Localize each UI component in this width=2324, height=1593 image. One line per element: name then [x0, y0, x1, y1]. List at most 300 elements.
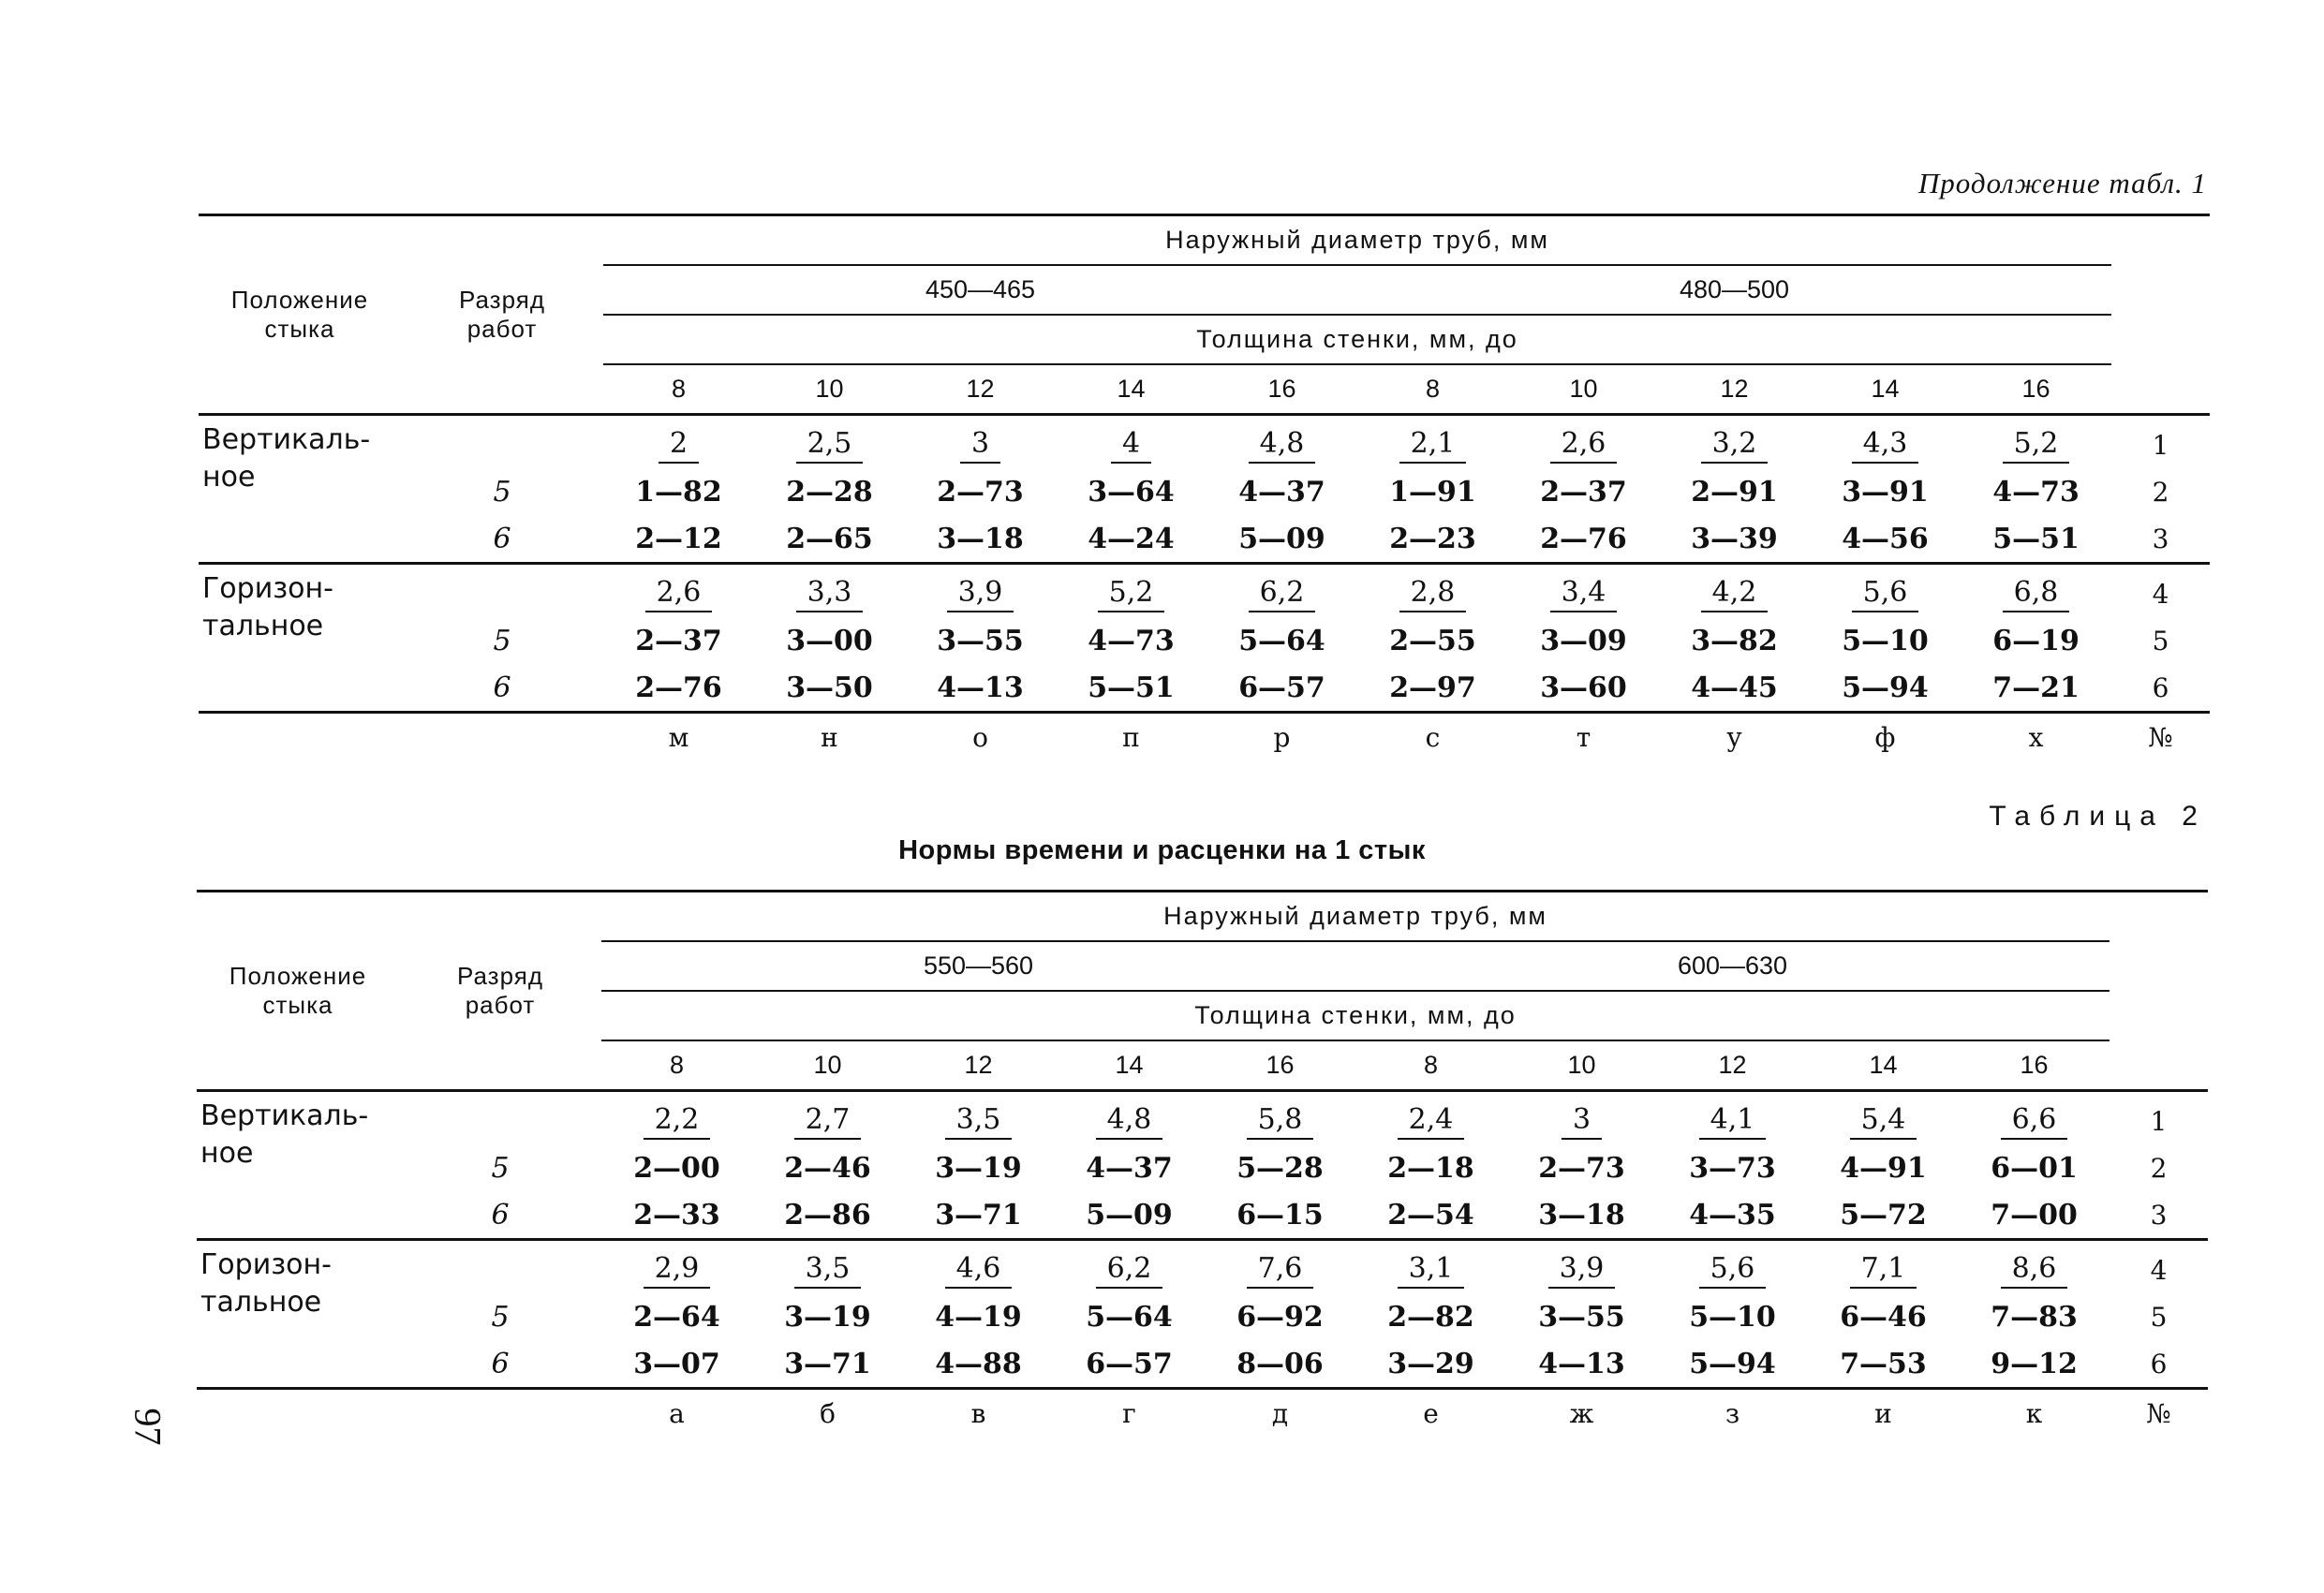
grade-empty-cell [401, 564, 603, 618]
time-norm-value: 3,3 [796, 577, 864, 612]
price-grade-5-value: 4—91 [1840, 1151, 1927, 1185]
number-sign: № [2109, 1389, 2208, 1438]
diameter-header: Наружный диаметр труб, мм [603, 215, 2111, 266]
joint-position-label: Вертикаль- ное [199, 415, 401, 564]
price-grade-5-value: 7—83 [1991, 1300, 2078, 1334]
empty-cell [199, 713, 401, 761]
price-grade-6 [603, 664, 754, 713]
price-grade-5 [1357, 468, 1508, 515]
price-grade-6-value: 7—21 [1992, 671, 2080, 704]
time-norm-value: 5,6 [1699, 1253, 1767, 1289]
column-letter: к [1959, 1389, 2109, 1438]
price-grade-5 [601, 1144, 752, 1191]
norms-table-2 [197, 890, 2208, 1437]
time-norm [603, 564, 754, 618]
thickness-value: 10 [813, 1051, 842, 1079]
price-grade-5-value: 3—19 [784, 1300, 871, 1334]
price-grade-5-value: 4—73 [1088, 624, 1175, 657]
price-grade-5 [752, 1144, 903, 1191]
price-grade-5-value: 6—92 [1236, 1300, 1324, 1334]
time-norm [1808, 1091, 1959, 1145]
price-grade-6 [752, 1191, 903, 1240]
price-grade-5-value: 5—10 [1842, 624, 1929, 657]
work-grade: 6 [493, 522, 511, 555]
joint-position-label: Горизон- тальное [197, 1240, 399, 1389]
time-norm-value: 2,6 [645, 577, 713, 612]
time-norm-value: 7,1 [1850, 1253, 1917, 1289]
price-grade-5 [1657, 1144, 1808, 1191]
grade-header: Разряд работ [457, 962, 543, 1019]
price-grade-5 [1054, 1144, 1205, 1191]
price-grade-5-value: 4—19 [935, 1300, 1022, 1334]
price-grade-5-value: 2—73 [937, 475, 1024, 509]
price-grade-6 [1959, 1191, 2109, 1240]
time-norm [601, 1091, 752, 1145]
price-grade-6-value: 3—29 [1387, 1347, 1474, 1380]
work-grade: 5 [493, 624, 511, 657]
price-grade-6-value: 2—12 [635, 522, 722, 555]
price-grade-5-value: 3—91 [1842, 475, 1929, 509]
row-number: 3 [2150, 1199, 2168, 1231]
time-norm-value: 5,4 [1850, 1104, 1917, 1140]
position-header: Положение стыка [230, 286, 369, 343]
work-grade: 6 [491, 1347, 510, 1380]
thickness-value: 16 [2020, 1051, 2049, 1079]
column-letter: м [603, 713, 754, 761]
price-grade-5-value: 3—82 [1691, 624, 1778, 657]
price-grade-5-value: 3—55 [1538, 1300, 1625, 1334]
time-norm [754, 564, 905, 618]
time-norm [1659, 564, 1810, 618]
time-norm-value: 5,6 [1852, 577, 1919, 612]
time-norm [752, 1240, 903, 1294]
price-grade-5 [1961, 468, 2111, 515]
time-norm [1508, 564, 1659, 618]
time-norm [754, 415, 905, 469]
thickness-value: 12 [966, 375, 995, 403]
price-grade-5 [752, 1293, 903, 1340]
time-norm [603, 415, 754, 469]
price-grade-5-value: 5—64 [1086, 1300, 1173, 1334]
row-number-header-cell [2109, 892, 2208, 1091]
column-letter: т [1508, 713, 1659, 761]
price-grade-5-value: 2—73 [1538, 1151, 1625, 1185]
price-grade-6-value: 8—06 [1236, 1347, 1324, 1380]
price-grade-5 [1659, 468, 1810, 515]
position-header-cell [199, 215, 401, 415]
price-grade-5-value: 3—55 [937, 624, 1024, 657]
price-grade-5-value: 2—82 [1387, 1300, 1474, 1334]
time-norm-value: 7,6 [1247, 1253, 1314, 1289]
time-norm-value: 2 [659, 428, 699, 464]
thickness-value: 14 [1115, 1051, 1144, 1079]
column-letter: ж [1506, 1389, 1657, 1438]
time-norm-value: 5,2 [2003, 428, 2070, 464]
price-grade-6-value: 4—24 [1088, 522, 1175, 555]
price-grade-6-value: 3—50 [786, 671, 873, 704]
time-norm [1355, 1240, 1506, 1294]
time-norm [1961, 415, 2111, 469]
time-norm [903, 1240, 1054, 1294]
time-norm [1355, 1091, 1506, 1145]
joint-position-label: Вертикаль- ное [197, 1091, 399, 1240]
price-grade-6-value: 2—76 [1540, 522, 1627, 555]
price-grade-6 [1506, 1340, 1657, 1389]
price-grade-5-value: 2—64 [633, 1300, 720, 1334]
price-grade-5 [905, 617, 1056, 664]
price-grade-6 [1659, 515, 1810, 564]
empty-cell [399, 1389, 601, 1438]
time-norm-value: 4,1 [1699, 1104, 1767, 1140]
column-letter: н [754, 713, 905, 761]
price-grade-6-value: 3—71 [935, 1198, 1022, 1232]
work-grade: 5 [493, 475, 511, 509]
time-norm-value: 2,8 [1399, 577, 1467, 612]
price-grade-6 [1959, 1340, 2109, 1389]
thickness-value: 14 [1117, 375, 1146, 403]
thickness-value: 16 [2021, 375, 2050, 403]
price-grade-5 [1659, 617, 1810, 664]
price-grade-6-value: 2—76 [635, 671, 722, 704]
price-grade-5-value: 6—46 [1840, 1300, 1927, 1334]
price-grade-6-value: 2—23 [1389, 522, 1476, 555]
price-grade-6-value: 2—97 [1389, 671, 1476, 704]
column-letter: в [903, 1389, 1054, 1438]
price-grade-6-value: 5—51 [1088, 671, 1175, 704]
position-header-cell [197, 892, 399, 1091]
thickness-header: Толщина стенки, мм, до [601, 991, 2109, 1040]
time-norm [752, 1091, 903, 1145]
price-grade-5 [1205, 1293, 1355, 1340]
price-grade-5 [1357, 617, 1508, 664]
price-grade-5 [1206, 468, 1357, 515]
column-letter: р [1206, 713, 1357, 761]
diameter-range-a: 550—560 [601, 941, 1355, 991]
price-grade-5 [1508, 617, 1659, 664]
price-grade-6-value: 9—12 [1991, 1347, 2078, 1380]
price-grade-5-value: 1—82 [635, 475, 722, 509]
price-grade-6 [1659, 664, 1810, 713]
grade-header-cell [399, 892, 601, 1091]
joint-position-label: Горизон- тальное [199, 564, 401, 713]
price-grade-6 [1206, 664, 1357, 713]
column-letter: о [905, 713, 1056, 761]
time-norm [601, 1240, 752, 1294]
norms-table-1 [199, 214, 2210, 760]
price-grade-6-value: 2—54 [1387, 1198, 1474, 1232]
page-number: 97 [126, 1408, 170, 1446]
position-header: Положение стыка [229, 962, 367, 1019]
row-number: 2 [2152, 476, 2169, 508]
price-grade-5 [1206, 617, 1357, 664]
thickness-value: 8 [1425, 375, 1441, 403]
time-norm [1357, 415, 1508, 469]
work-grade: 5 [491, 1151, 510, 1185]
price-grade-6-value: 4—56 [1842, 522, 1929, 555]
price-grade-6 [754, 664, 905, 713]
price-grade-6 [1355, 1191, 1506, 1240]
thickness-value: 12 [964, 1051, 993, 1079]
price-grade-6-value: 4—13 [937, 671, 1024, 704]
price-grade-6-value: 5—09 [1086, 1198, 1173, 1232]
time-norm-value: 4 [1111, 428, 1151, 464]
time-norm-value: 4,6 [945, 1253, 1013, 1289]
price-grade-6 [1810, 515, 1961, 564]
grade-empty-cell [399, 1240, 601, 1294]
diameter-range-a: 450—465 [603, 265, 1357, 315]
price-grade-5 [1508, 468, 1659, 515]
price-grade-5 [903, 1144, 1054, 1191]
time-norm [1808, 1240, 1959, 1294]
time-norm-value: 3,9 [947, 577, 1014, 612]
price-grade-6-value: 7—53 [1840, 1347, 1927, 1380]
price-grade-5 [754, 617, 905, 664]
price-grade-5-value: 2—28 [786, 475, 873, 509]
thickness-value: 10 [1569, 375, 1598, 403]
table-2-label: Таблица 2 [1989, 801, 2207, 832]
price-grade-5 [1054, 1293, 1205, 1340]
time-norm-value: 5,8 [1247, 1104, 1314, 1140]
table-2-title: Нормы времени и расценки на 1 стык [898, 835, 1426, 865]
time-norm [905, 415, 1056, 469]
column-letter: ф [1810, 713, 1961, 761]
price-grade-6-value: 2—65 [786, 522, 873, 555]
column-letter: б [752, 1389, 903, 1438]
price-grade-5 [1808, 1144, 1959, 1191]
price-grade-5-value: 1—91 [1389, 475, 1476, 509]
column-letter: с [1357, 713, 1508, 761]
price-grade-5-value: 2—37 [635, 624, 722, 657]
row-number: 4 [2111, 564, 2210, 618]
price-grade-6 [1355, 1340, 1506, 1389]
column-letter: у [1659, 713, 1810, 761]
price-grade-5 [1205, 1144, 1355, 1191]
time-norm [1206, 564, 1357, 618]
time-norm [1056, 564, 1206, 618]
time-norm-value: 4,8 [1249, 428, 1316, 464]
price-grade-6-value: 5—94 [1689, 1347, 1776, 1380]
work-grade: 5 [491, 1300, 510, 1334]
column-letter: а [601, 1389, 752, 1438]
price-grade-5 [1056, 617, 1206, 664]
price-grade-5-value: 2—46 [784, 1151, 871, 1185]
time-norm [1810, 564, 1961, 618]
price-grade-5-value: 2—55 [1389, 624, 1476, 657]
time-norm-value: 3,1 [1398, 1253, 1465, 1289]
row-number: 5 [2150, 1301, 2168, 1333]
price-grade-5 [1056, 468, 1206, 515]
thickness-header: Толщина стенки, мм, до [603, 315, 2111, 364]
price-grade-6 [601, 1191, 752, 1240]
price-grade-6-value: 6—15 [1236, 1198, 1324, 1232]
time-norm [1508, 415, 1659, 469]
price-grade-6 [1810, 664, 1961, 713]
time-norm-value: 3,5 [945, 1104, 1013, 1140]
price-grade-5-value: 5—28 [1236, 1151, 1324, 1185]
price-grade-5 [1810, 468, 1961, 515]
price-grade-6 [1506, 1191, 1657, 1240]
thickness-value: 12 [1720, 375, 1749, 403]
price-grade-6 [1961, 664, 2111, 713]
price-grade-5-value: 3—19 [935, 1151, 1022, 1185]
row-number: 3 [2152, 523, 2169, 554]
price-grade-6 [1056, 664, 1206, 713]
time-norm [903, 1091, 1054, 1145]
time-norm-value: 2,6 [1550, 428, 1618, 464]
price-grade-5-value: 5—10 [1689, 1300, 1776, 1334]
price-grade-6-value: 3—18 [1538, 1198, 1625, 1232]
row-number: 1 [2109, 1091, 2208, 1145]
thickness-value: 16 [1267, 375, 1296, 403]
price-grade-6 [1657, 1340, 1808, 1389]
price-grade-6-value: 3—18 [937, 522, 1024, 555]
price-grade-5-value: 2—18 [1387, 1151, 1474, 1185]
row-number: 5 [2152, 625, 2169, 656]
diameter-header: Наружный диаметр труб, мм [601, 892, 2109, 942]
empty-cell [197, 1389, 399, 1438]
price-grade-5 [1657, 1293, 1808, 1340]
price-grade-6 [903, 1191, 1054, 1240]
time-norm [1357, 564, 1508, 618]
price-grade-5-value: 2—00 [633, 1151, 720, 1185]
time-norm-value: 2,9 [644, 1253, 711, 1289]
thickness-value: 10 [815, 375, 844, 403]
price-grade-5-value: 4—37 [1238, 475, 1325, 509]
continuation-note: Продолжение табл. 1 [1917, 167, 2207, 199]
empty-cell [401, 713, 603, 761]
price-grade-6 [1357, 515, 1508, 564]
price-grade-6-value: 5—94 [1842, 671, 1929, 704]
price-grade-5-value: 2—37 [1540, 475, 1627, 509]
grade-header: Разряд работ [459, 286, 545, 343]
thickness-value: 8 [1423, 1051, 1439, 1079]
price-grade-6 [1056, 515, 1206, 564]
price-grade-5-value: 5—64 [1238, 624, 1325, 657]
price-grade-5 [1355, 1293, 1506, 1340]
price-grade-6 [1205, 1340, 1355, 1389]
thickness-value: 12 [1718, 1051, 1747, 1079]
price-grade-5 [1959, 1144, 2109, 1191]
row-number: 6 [2150, 1348, 2168, 1379]
price-grade-6-value: 6—57 [1238, 671, 1325, 704]
price-grade-6-value: 3—71 [784, 1347, 871, 1380]
price-grade-6 [905, 664, 1056, 713]
price-grade-5 [1808, 1293, 1959, 1340]
price-grade-6 [903, 1340, 1054, 1389]
grade-header-cell [401, 215, 603, 415]
time-norm [1506, 1091, 1657, 1145]
time-norm-value: 3,4 [1550, 577, 1618, 612]
price-grade-5-value: 4—37 [1086, 1151, 1173, 1185]
price-grade-6 [1357, 664, 1508, 713]
time-norm-value: 3,2 [1701, 428, 1769, 464]
time-norm-value: 2,4 [1398, 1104, 1465, 1140]
price-grade-6 [1961, 515, 2111, 564]
time-norm-value: 6,8 [2003, 577, 2070, 612]
time-norm-value: 2,1 [1399, 428, 1467, 464]
price-grade-6-value: 3—39 [1691, 522, 1778, 555]
price-grade-6 [752, 1340, 903, 1389]
price-grade-5 [603, 617, 754, 664]
time-norm [1054, 1091, 1205, 1145]
diameter-range-b: 600—630 [1355, 941, 2109, 991]
time-norm-value: 6,6 [2001, 1104, 2068, 1140]
time-norm [1206, 415, 1357, 469]
time-norm [1810, 415, 1961, 469]
price-grade-5 [603, 468, 754, 515]
number-sign: № [2111, 713, 2210, 761]
price-grade-6-value: 2—33 [633, 1198, 720, 1232]
time-norm [1054, 1240, 1205, 1294]
thickness-value: 8 [669, 1051, 685, 1079]
price-grade-6 [601, 1340, 752, 1389]
thickness-value: 14 [1869, 1051, 1898, 1079]
diameter-range-b: 480—500 [1357, 265, 2111, 315]
time-norm-value: 4,8 [1096, 1104, 1163, 1140]
time-norm-value: 6,2 [1096, 1253, 1163, 1289]
price-grade-5-value: 6—19 [1992, 624, 2080, 657]
time-norm-value: 8,6 [2001, 1253, 2068, 1289]
price-grade-6-value: 6—57 [1086, 1347, 1173, 1380]
thickness-value: 16 [1266, 1051, 1295, 1079]
price-grade-6-value: 4—88 [935, 1347, 1022, 1380]
price-grade-6-value: 5—72 [1840, 1198, 1927, 1232]
time-norm-value: 2,7 [794, 1104, 862, 1140]
price-grade-6-value: 2—86 [784, 1198, 871, 1232]
price-grade-6 [1808, 1340, 1959, 1389]
price-grade-6-value: 7—00 [1991, 1198, 2078, 1232]
price-grade-6-value: 4—13 [1538, 1347, 1625, 1380]
time-norm [1205, 1240, 1355, 1294]
price-grade-5-value: 3—00 [786, 624, 873, 657]
price-grade-5-value: 3—64 [1088, 475, 1175, 509]
row-number: 4 [2109, 1240, 2208, 1294]
time-norm [905, 564, 1056, 618]
grade-empty-cell [401, 415, 603, 469]
price-grade-6 [1054, 1191, 1205, 1240]
price-grade-6-value: 5—09 [1238, 522, 1325, 555]
time-norm [1961, 564, 2111, 618]
price-grade-6 [905, 515, 1056, 564]
price-grade-5 [905, 468, 1056, 515]
time-norm [1659, 415, 1810, 469]
price-grade-6-value: 3—07 [633, 1347, 720, 1380]
price-grade-5-value: 2—91 [1691, 475, 1778, 509]
price-grade-6 [1808, 1191, 1959, 1240]
row-number-header-cell [2111, 215, 2210, 415]
work-grade: 6 [491, 1198, 510, 1232]
column-letter: д [1205, 1389, 1355, 1438]
price-grade-6 [1206, 515, 1357, 564]
work-grade: 6 [493, 671, 511, 704]
time-norm-value: 3,9 [1548, 1253, 1616, 1289]
time-norm [1657, 1240, 1808, 1294]
price-grade-5 [601, 1293, 752, 1340]
time-norm-value: 2,2 [644, 1104, 711, 1140]
price-grade-6-value: 4—35 [1689, 1198, 1776, 1232]
price-grade-5 [1959, 1293, 2109, 1340]
time-norm-value: 6,2 [1249, 577, 1316, 612]
price-grade-5-value: 3—73 [1689, 1151, 1776, 1185]
column-letter: и [1808, 1389, 1959, 1438]
price-grade-6 [1508, 515, 1659, 564]
thickness-value: 14 [1871, 375, 1900, 403]
price-grade-6 [1205, 1191, 1355, 1240]
column-letter: х [1961, 713, 2111, 761]
time-norm-value: 4,3 [1852, 428, 1919, 464]
thickness-value: 8 [671, 375, 687, 403]
price-grade-5-value: 3—09 [1540, 624, 1627, 657]
